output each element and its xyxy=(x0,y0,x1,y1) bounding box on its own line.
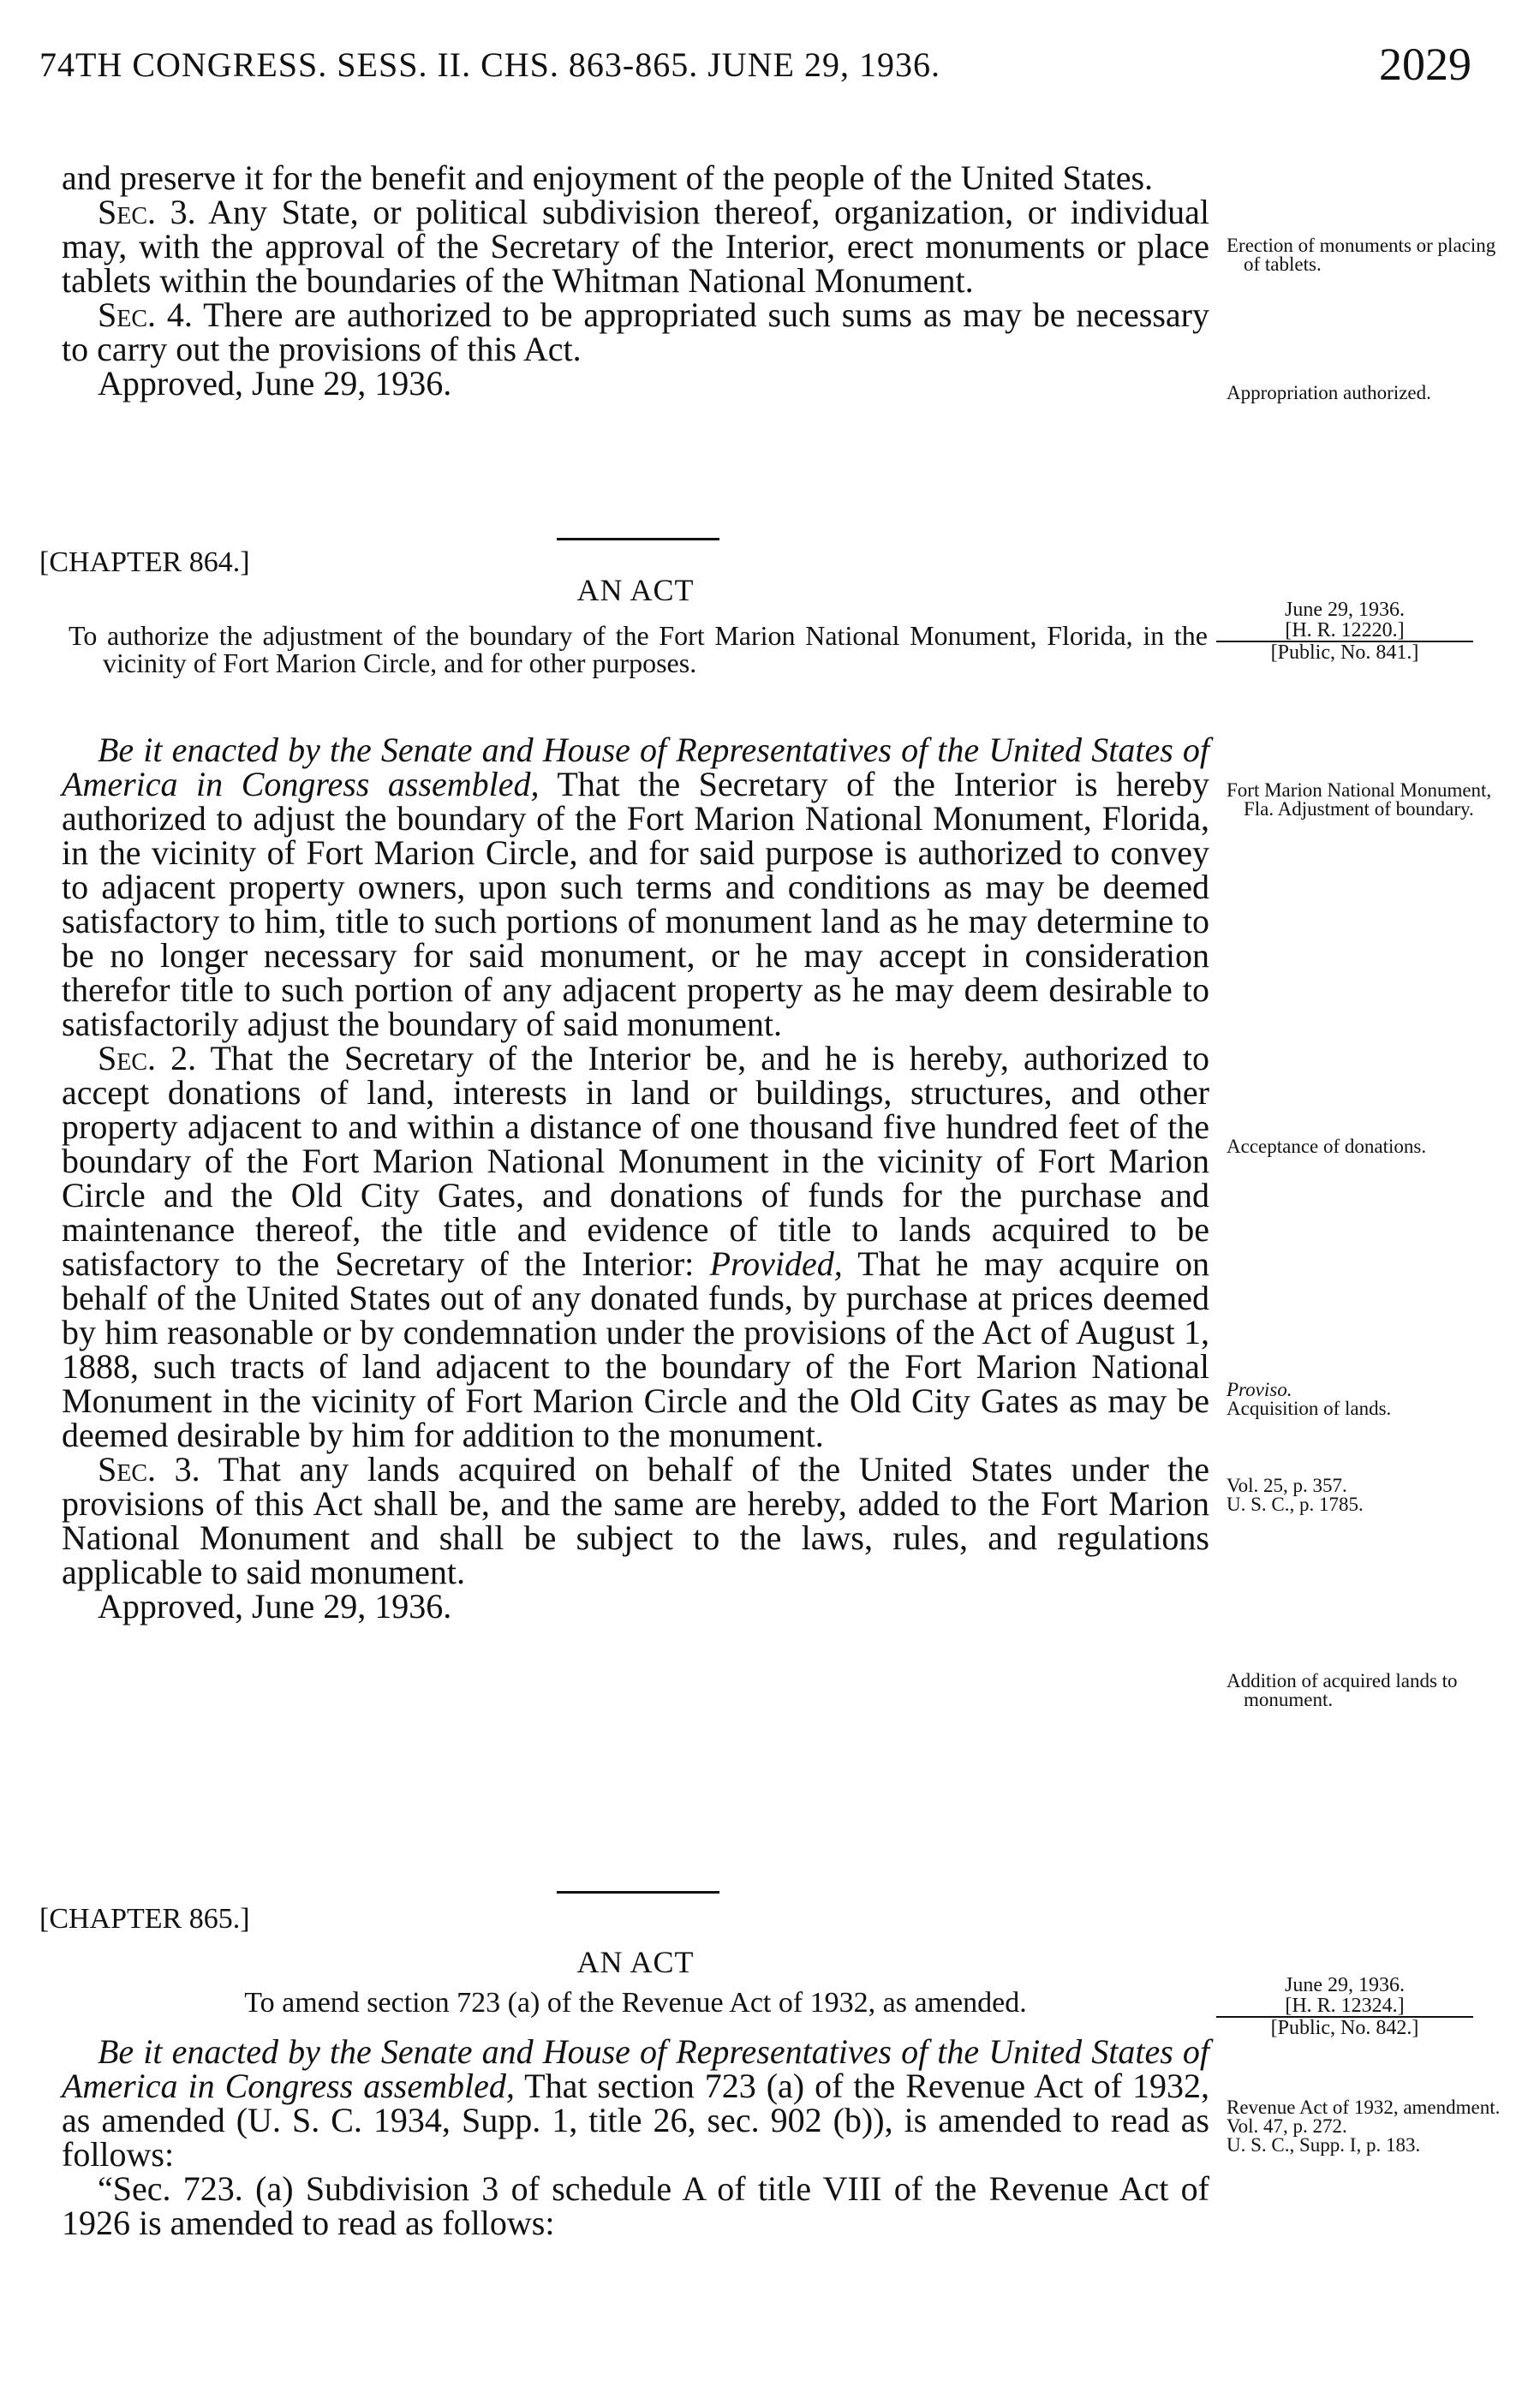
public-law-number: [Public, No. 841.] xyxy=(1270,641,1419,664)
enacting-clause: Be it enacted by the Senate and House of Representatives of the United States of America in Congress assembled, xyxy=(62,2032,1209,2105)
section-text: That section 723 (a) of the Revenue Act of 1932, as amended (U. S. C. 1934, Supp. 1, title 26, sec. 902 (b)), is amended to read as follows: xyxy=(62,2067,1209,2174)
margin-note xyxy=(1227,1381,1501,1418)
amendment-note: Revenue Act of 1932, amendment. xyxy=(1227,2097,1501,2118)
chapter-864-body xyxy=(62,733,1209,1624)
chapter-865-body xyxy=(62,2032,1209,2242)
page-number: 2029 xyxy=(1379,39,1471,90)
section-text: That any lands acquired on behalf of the United States under the provisions of this Act shall be, and the same are hereby, added to the Fort Marion National Monument and shall be subject to the laws, rules, and regulations applicable to said monument. xyxy=(62,1450,1210,1591)
long-title: To amend section 723 (a) of the Revenue Act of 1932, as amended. xyxy=(244,1987,1027,2019)
code-reference: U. S. C., Supp. I, p. 183. xyxy=(1227,2134,1421,2156)
section-label: Sec. 3. xyxy=(98,193,196,231)
margin-note: Addition of acquired lands to monument. xyxy=(1227,1670,1458,1710)
bill-date: June 29, 1936. xyxy=(1285,599,1405,621)
section-divider xyxy=(557,1891,719,1894)
approval-line: Approved, June 29, 1936. xyxy=(98,364,452,403)
statute-reference: Vol. 25, p. 357. xyxy=(1227,1475,1347,1496)
section-text: Any State, or political subdivision thereof, organization, or individual may, with the approval of the Secretary of the Interior, erect monuments or place tablets within the boundaries of the Whitman National Monument. xyxy=(62,193,1209,300)
margin-note: Acceptance of donations. xyxy=(1227,1136,1427,1157)
act-heading: AN ACT xyxy=(576,1945,695,1979)
continuation-paragraph: and preserve it for the benefit and enjoyment of the people of the United States. xyxy=(62,158,1154,197)
bill-date: June 29, 1936. xyxy=(1285,1974,1405,1996)
section-3-paragraph xyxy=(62,195,1209,298)
section-divider xyxy=(557,538,719,540)
section-4-paragraph xyxy=(62,295,1209,368)
proviso-note: Proviso. xyxy=(1227,1379,1292,1400)
bill-info xyxy=(1216,600,1473,663)
margin-note: Erection of monuments or placing of tablets. xyxy=(1227,235,1496,275)
chapter-label: [CHAPTER 864.] xyxy=(39,546,250,578)
acquisition-note: Acquisition of lands. xyxy=(1227,1398,1392,1419)
long-title: To authorize the adjustment of the boundary of the Fort Marion National Monument, Florida, in the vicinity of Fort Marion Circle, and for other purposes. xyxy=(69,620,1208,678)
section-text: There are authorized to be appropriated such sums as may be necessary to carry out the provisions of this Act. xyxy=(62,295,1209,368)
section-2-paragraph xyxy=(62,1041,1209,1453)
running-head: 74TH CONGRESS. SESS. II. CHS. 863-865. JUNE 29, 1936. xyxy=(39,45,940,84)
chapter-863-continuation xyxy=(62,158,1209,403)
bill-number: [H. R. 12324.] xyxy=(1216,1995,1473,2018)
enacting-paragraph xyxy=(62,733,1209,1041)
enacting-clause: Be it enacted by the Senate and House of Representatives of the United States of America in Congress assembled, xyxy=(62,731,1209,803)
act-heading: AN ACT xyxy=(576,573,695,607)
statute-reference: Vol. 47, p. 272. xyxy=(1227,2115,1347,2137)
bill-number: [H. R. 12220.] xyxy=(1216,620,1473,642)
quoted-amendment: “Sec. 723. (a) Subdivision 3 of schedule A of title VIII of the Revenue Act of 1926 is amended to read as follows: xyxy=(62,2169,1209,2242)
section-label: Sec. 2. xyxy=(98,1039,197,1077)
section-3-paragraph xyxy=(62,1450,1210,1591)
section-text: That he may acquire on behalf of the United States out of any donated funds, by purchase at prices deemed by him reasonable or by condemnation under the provisions of the Act of August 1, 1888, such tracts of land adjacent to the boundary of the Fort Marion National Monument in the vicinity of Fort Marion Circle and the Old City Gates as may be deemed desirable by him for addition to the monument. xyxy=(62,1244,1209,1454)
margin-note xyxy=(1227,2098,1501,2155)
section-text: That the Secretary of the Interior is hereby authorized to adjust the boundary of the Fort Marion National Monument, Florida, in the vicinity of Fort Marion Circle, and for said purpose is authorized to convey to adjacent property owners, upon such terms and conditions as may be deemed satisfactory to him, title to such portions of monument land as he may determine to be no longer necessary for said monument, or he may accept in consideration therefor title to such portion of any adjacent property as he may deem desirable to satisfactorily adjust the boundary of said monument. xyxy=(62,765,1209,1043)
margin-note xyxy=(1227,1476,1501,1514)
section-label: Sec. 3. xyxy=(98,1450,200,1488)
enacting-paragraph xyxy=(62,2032,1209,2174)
section-text: That the Secretary of the Interior be, and he is hereby, authorized to accept donations of land, interests in land or buildings, structures, and other property adjacent to and within a distance of one thousand five hundred feet of the boundary of the Fort Marion National Monument in the vicinity of Fort Marion Circle and the Old City Gates, and donations of funds for the purchase and maintenance thereof, the title and evidence of title to lands acquired to be satisfactory to the Secretary of the Interior: xyxy=(62,1039,1210,1283)
code-reference: U. S. C., p. 1785. xyxy=(1227,1494,1364,1515)
chapter-label: [CHAPTER 865.] xyxy=(39,1903,250,1935)
section-label: Sec. 4. xyxy=(98,295,193,334)
bill-info xyxy=(1216,1975,1473,2038)
public-law-number: [Public, No. 842.] xyxy=(1270,2017,1419,2039)
margin-note: Appropriation authorized. xyxy=(1227,382,1431,403)
approval-line: Approved, June 29, 1936. xyxy=(98,1587,452,1626)
proviso-word: Provided, xyxy=(709,1244,843,1283)
margin-note: Fort Marion National Monument, Fla. Adjustment of boundary. xyxy=(1227,779,1492,820)
